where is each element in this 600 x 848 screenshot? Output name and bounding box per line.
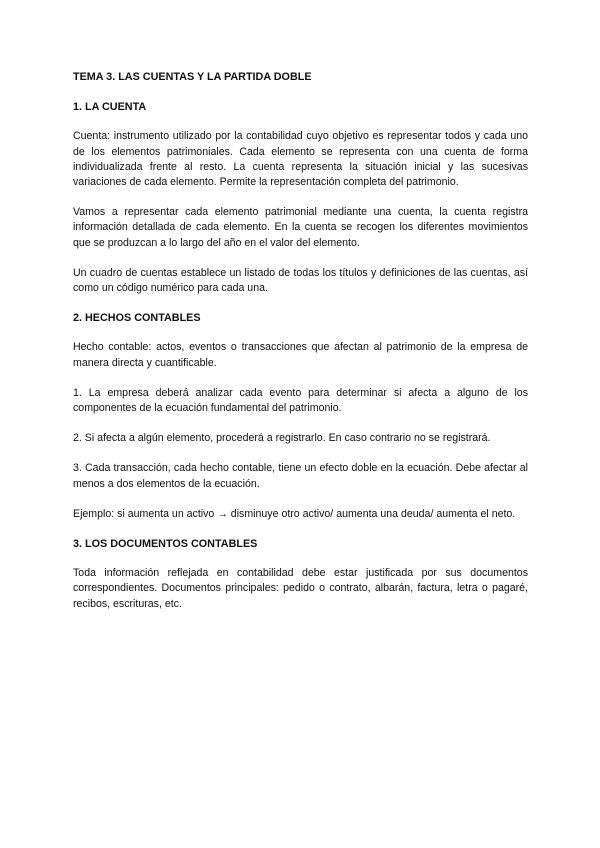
section-heading-hechos-contables: 2. HECHOS CONTABLES	[73, 312, 201, 325]
section-heading-la-cuenta: 1. LA CUENTA	[73, 101, 147, 114]
paragraph-cuadro-de-cuentas: Un cuadro de cuentas establece un listado de todas los títulos y definiciones de las cuentas, así como un código numérico para cada una.	[73, 266, 528, 295]
document-title: TEMA 3. LAS CUENTAS Y LA PARTIDA DOBLE	[73, 71, 312, 83]
paragraph-hecho-contable-definition: Hecho contable: actos, eventos o transacciones que afectan al patrimonio de la empresa de manera directa y cuantificable.	[73, 341, 528, 369]
paragraph-step-1: 1. La empresa deberá analizar cada evento para determinar si afecta a alguno de los componentes de la ecuación fundamental del patrimonio.	[73, 386, 528, 415]
paragraph-ejemplo: Ejemplo: si aumenta un activo → disminuye otro activo/ aumenta una deuda/ aumenta el neto.	[73, 507, 516, 520]
document-page	[73, 70, 528, 627]
paragraph-cuenta-definition: Cuenta: instrumento utilizado por la contabilidad cuyo objetivo es representar todos y cada uno de los elementos patrimoniales. Cada elemento se representa con una cuenta de forma individualizada frente al resto. La cuenta representa la situación inicial y las sucesivas variaciones de cada elemento. Permite la representación completa del patrimonio.	[73, 130, 528, 189]
paragraph-documentos-principales: Toda información reflejada en contabilidad debe estar justificada por sus documentos correspondientes. Documentos principales: pedido o contrato, albarán, factura, letra o pagaré, recibos, escrituras, etc.	[73, 567, 528, 610]
section-heading-documentos-contables: 3. LOS DOCUMENTOS CONTABLES	[73, 538, 258, 551]
paragraph-step-3: 3. Cada transacción, cada hecho contable, tiene un efecto doble en la ecuación. Debe afectar al menos a dos elementos de la ecuación.	[73, 462, 528, 490]
paragraph-step-2: 2. Si afecta a algún elemento, procederá a registrarlo. En caso contrario no se registrará.	[73, 432, 491, 445]
paragraph-cuenta-representation: Vamos a representar cada elemento patrimonial mediante una cuenta, la cuenta registra información detallada de cada elemento. En la cuenta se recogen los diferentes movimientos que se produzcan a lo largo del año en el valor del elemento.	[73, 206, 528, 249]
